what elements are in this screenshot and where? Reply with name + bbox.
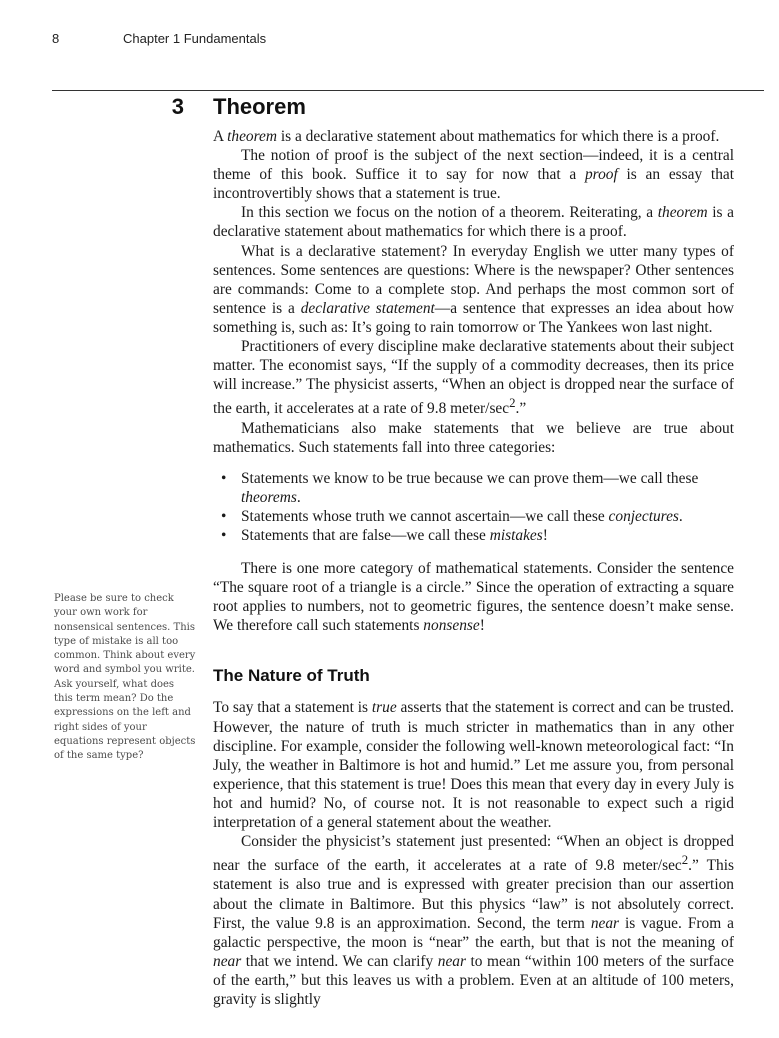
- main-text: [213, 127, 734, 1009]
- paragraph-practitioners: Practitioners of every discipline make declarative statements about their subject matter. The economist says, “If the supply of a commodity decreases, then its price will increase.” The physicist asserts, “When an object is dropped near the surface of the earth, it accelerates at a rate of 9.8 meter/$\sec^2$.”: [213, 338, 734, 418]
- paragraph-theorem-definition: A theorem is a declarative statement about mathematics for which there is a proof.: [213, 128, 720, 145]
- list-item: • Statements whose truth we cannot ascertain—we call these conjectures.: [221, 507, 683, 525]
- list-item: • Statements that are false—we call these mistakes!: [221, 527, 548, 544]
- page-number: 8: [52, 31, 60, 46]
- chapter-label: Chapter 1 Fundamentals: [123, 31, 267, 46]
- section-title: Theorem: [213, 94, 306, 119]
- list-item: • Statements we know to be true because we can prove them—we call these theorems.: [221, 469, 699, 506]
- paragraph-reiterating: In this section we focus on the notion of a theorem. Reiterating, a theorem is a declarative statement about mathematics for which there is a proof.: [213, 204, 734, 241]
- paragraph-categories-intro: Mathematicians also make statements that we believe are true about mathematics. Such statements fall into three categories:: [213, 419, 734, 456]
- section-number: 3: [171, 94, 184, 119]
- subsection-title: The Nature of Truth: [213, 666, 370, 686]
- category-list: [213, 469, 734, 545]
- paragraph-proof-notion: The notion of proof is the subject of the next section—indeed, it is a central theme of this book. Suffice it to say for now that a proof is an essay that incontrovertibly shows that a statement is true.: [213, 147, 734, 203]
- header-rule: [52, 90, 764, 91]
- paragraph-nature-of-truth: To say that a statement is true asserts that the statement is correct and can be trusted. However, the nature of truth is much stricter in mathematics than in any other discipline. For example, consider the following well-known meteorological fact: “In July, the weather in Baltimore is hot and humid.” Let me assure you, from personal experience, that this statement is true! Does this mean that every day in every July is hot and humid? No, of course not. It is not reasonable to expect such a rigid interpretation of a general statement about the weather.: [213, 699, 734, 832]
- paragraph-declarative-statement: What is a declarative statement? In everyday English we utter many types of sentences. Some sentences are questions: Where is the newspaper? Other sentences are commands: Come to a complete stop. And perhaps the most common sort of sentence is a declarative statement—a sentence that expresses an idea about how something is, such as: It’s going to rain tomorrow or The Yankees won last night.: [213, 242, 735, 336]
- paragraph-nonsense: There is one more category of mathematical statements. Consider the sentence “The square root of a triangle is a circle.” Since the operation of extracting a square root applies to numbers, not to geometric figures, the sentence doesn’t make sense. We therefore call such statements nonsense!: [213, 560, 734, 635]
- paragraph-physics-law: Consider the physicist’s statement just presented: “When an object is dropped near the surface of the earth, it accelerates at a rate of 9.8 meter/$\sec^2$.” This statement is also true and is expressed with greater precision than our assertion about the climate in Baltimore. But this physics “law” is not absolutely correct. First, the value 9.8 is an approximation. Second, the term near is vague. From a galactic perspective, the moon is “near” the earth, but that is not the meaning of near that we intend. We can clarify near to mean “within 100 meters of the surface of the earth,” but this leaves us with a problem. Even at an altitude of 100 meters, gravity is slightly: [213, 833, 734, 1008]
- margin-note: Please be sure to check your own work for nonsensical sentences. This type of mistake is all too common. Think about every word and symbol you write. Ask yourself, what does this term mean? Do the expressions on the left and right sides of your equations represent objects of the same type?: [54, 593, 196, 762]
